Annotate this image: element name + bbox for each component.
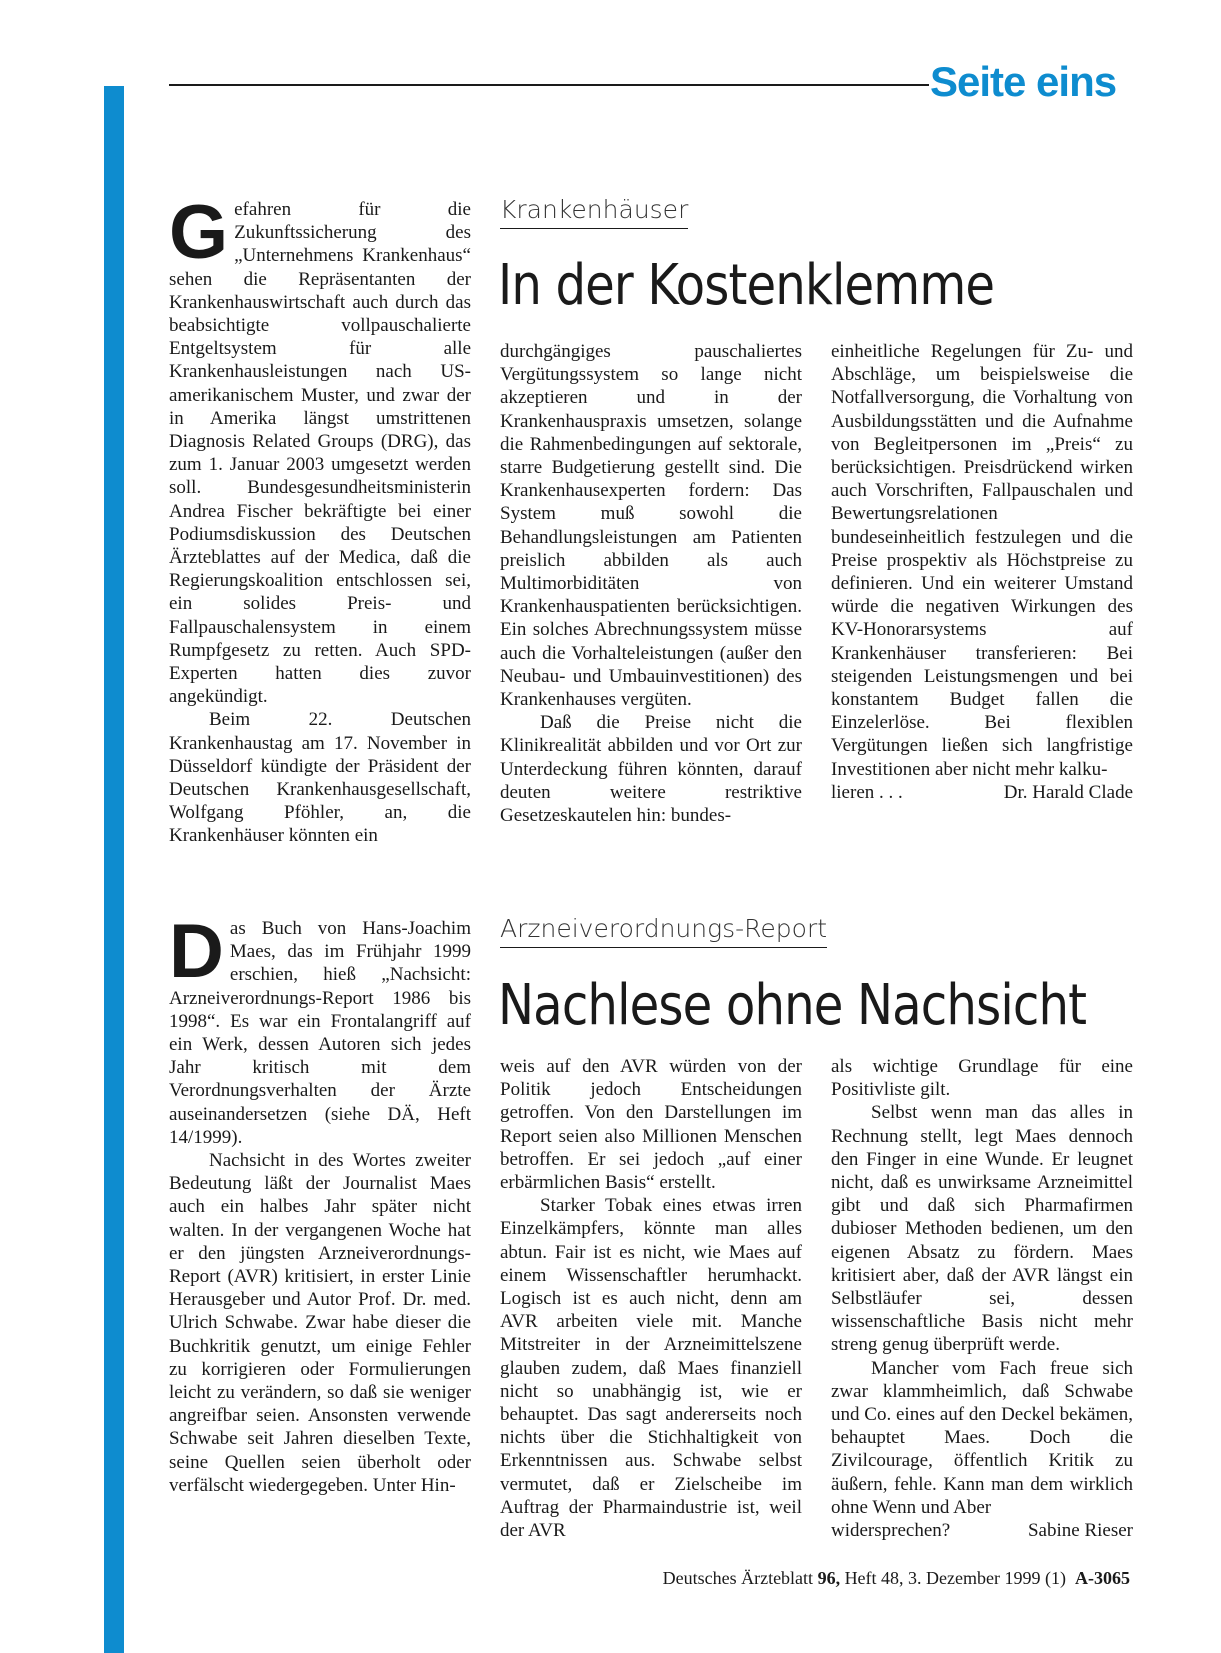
article2-paragraph: Das Buch von Hans-Joachim Maes, das im Frühjahr 1999 erschien, hieß „Nachsicht: Arzneiverordnungs-Report 1986 bis 1998“. Es war ein Frontalangriff auf ein Werk, dessen Autoren sich jedes Jahr kritisch mit dem Verordnungsverhalten der Ärzte auseinandersetzen (siehe DÄ, Heft 14/1999). [169, 909, 471, 1148]
article2-paragraph: als wichtige Grundlage für eine Positivliste gilt. [831, 1056, 1133, 1101]
article2-column-1 [169, 909, 471, 1497]
article1-column-2 [500, 340, 802, 827]
article1-paragraph: durchgängiges pauschaliertes Vergütungssystem so lange nicht akzeptieren und in der Krankenhauspraxis umsetzen, solange die Rahmenbedingungen auf sektorale, starre Budgetierung gestellt sind. Die Krankenhausexperten fordern: Das System muß sowohl die Behandlungsleistungen am Patienten preislich abbilden als auch Multimorbiditäten von Krankenhauspatienten berücksichtigen. Ein solches Abrechnungssystem müsse auch die Vorhalteleistungen (außer den Neubau- und Umbauinvestitionen) des Krankenhauses vergüten. [500, 341, 802, 711]
article2-paragraph: Selbst wenn man das alles in Rechnung stellt, legt Maes dennoch den Finger in eine Wunde. Er leugnet nicht, daß es unwirksame Arzneimittel gibt und daß sich Pharmafirmen dubioser Methoden bedienen, um den eigenen Absatz zu fördern. Maes kritisiert aber, daß der AVR längst ein Selbstläufer sei, dessen wissenschaftliche Basis nicht mehr streng genug überprüft werde. [831, 1102, 1133, 1356]
article2-paragraph: Starker Tobak eines etwas irren Einzelkämpfers, könnte man alles abtun. Fair ist es nicht, wie Maes auf einem Wissenschaftler herumhackt. Logisch ist es auch nicht, denn am AVR arbeiten viele mit. Manche Mitstreiter in der Arzneimittelszene glauben zudem, daß Maes finanziell nicht so unabhängig ist, wie er behauptet. Das sagt andererseits noch nichts über die Stichhaltigkeit von Erkenntnissen aus. Schwabe selbst vermutet, daß er Zielscheibe im Auftrag der Pharmaindustrie ist, weil der AVR [500, 1195, 802, 1542]
article2-signature-line: widersprechen? Sabine Rieser [831, 1520, 1133, 1542]
article2-dropcap: D [169, 909, 224, 994]
article2-column-3 [831, 1055, 1133, 1542]
article1-paragraph: Daß die Preise nicht die Klinikrealität abbilden und vor Ort zur Unterdeckung führen könnten, darauf deuten weitere restriktive Gesetzeskautelen hin: bundes- [500, 712, 802, 827]
article1-paragraph: Beim 22. Deutschen Krankenhaustag am 17. November in Düsseldorf kündigte der Präsident der Deutschen Krankenhausgesellschaft, Wolfgang Pföhler, an, die Krankenhäuser könnten ein [169, 709, 471, 847]
article2-kicker: Arzneiverordnungs-Report [500, 914, 827, 948]
section-label: Seite eins [930, 58, 1117, 105]
article1-author: Dr. Harald Clade [1003, 781, 1133, 803]
article2-headline: Nachlese ohne Nachsicht [498, 973, 1087, 1038]
article1-paragraph: einheitliche Regelungen für Zu- und Abschläge, um beispielsweise die Notfallversorgung, die Vorhaltung von Ausbildungsstätten und die Aufnahme von Begleitpersonen im „Preis“ zu berücksichtigen. Preisdrückend wirken auch Vorschriften, Fallpauschalen und Bewertungsrelationen bundeseinheitlich festzulegen und die Preise prospektiv als Höchstpreise zu definieren. Und ein weiterer Umstand würde die negativen Wirkungen des KV-Honorarsystems auf Krankenhäuser transferieren: Bei steigenden Leistungsmengen und bei konstantem Budget fallen die Einzelerlöse. Bei flexiblen Vergütungen ließen sich langfristige Investitionen aber nicht mehr kalku- [831, 341, 1133, 780]
footer-page-number: A-3065 [1075, 1568, 1130, 1588]
footer-issue-date: Heft 48, 3. Dezember 1999 (1) [844, 1568, 1066, 1588]
article1-column-1 [169, 190, 471, 848]
page-footer [560, 1568, 1130, 1589]
article1-column-3 [831, 340, 1133, 804]
footer-volume: 96, [817, 1568, 841, 1588]
margin-color-bar [104, 86, 124, 1653]
article1-paragraph: Gefahren für die Zukunftssicherung des „Unternehmens Krankenhaus“ sehen die Repräsentanten der Krankenhauswirtschaft auch durch das beabsichtigte vollpauschalierte Entgeltsystem für alle Krankenhausleistungen nach US-amerikanischem Muster, und zwar der in Amerika längst umstrittenen Diagnosis Related Groups (DRG), das zum 1. Januar 2003 umgesetzt werden soll. Bundesgesundheitsministerin Andrea Fischer bekräftigte bei einer Podiumsdiskussion des Deutschen Ärzteblattes auf der Medica, daß die Regierungskoalition entschlossen sei, ein solides Preis- und Fallpauschalensystem in einem Rumpfgesetz zu retten. Auch SPD-Experten hatten dies zuvor angekündigt. [169, 190, 471, 708]
article1-signature-line: lieren . . . Dr. Harald Clade [831, 781, 1133, 803]
article2-paragraph: weis auf den AVR würden von der Politik jedoch Entscheidungen getroffen. Von den Darstellungen im Report seien also Millionen Menschen betroffen. Er sei jedoch „auf einer erbärmlichen Basis“ erstellt. [500, 1056, 802, 1194]
article1-dropcap: G [169, 190, 229, 275]
article2-paragraph: Mancher vom Fach freue sich zwar klammheimlich, daß Schwabe und Co. eines auf den Deckel bekämen, behauptet Maes. Doch die Zivilcourage, öffentlich Kritik zu äußern, fehle. Kann man dem wirklich ohne Wenn und Aber [831, 1357, 1133, 1518]
article2-column-2 [500, 1055, 802, 1542]
article2-paragraph: Nachsicht in des Wortes zweiter Bedeutung läßt der Journalist Maes auch ein halbes Jahr später nicht walten. In der vergangenen Woche hat er den jüngsten Arzneiverordnungs-Report (AVR) kritisiert, in erster Linie Herausgeber und Autor Prof. Dr. med. Ulrich Schwabe. Zwar habe dieser die Buchkritik genutzt, um einige Fehler zu korrigieren oder Formulierungen leicht zu verändern, so daß sie weniger angreifbar seien. Ansonsten verwende Schwabe seit Jahren dieselben Texte, seine Quellen seien überholt oder verfälscht wiedergegeben. Unter Hin- [169, 1150, 471, 1496]
article1-kicker: Krankenhäuser [500, 195, 688, 229]
header-rule [169, 84, 929, 86]
footer-journal: Deutsches Ärzteblatt [662, 1568, 814, 1588]
article2-author: Sabine Rieser [1027, 1520, 1133, 1542]
article1-headline: In der Kostenklemme [498, 253, 995, 318]
